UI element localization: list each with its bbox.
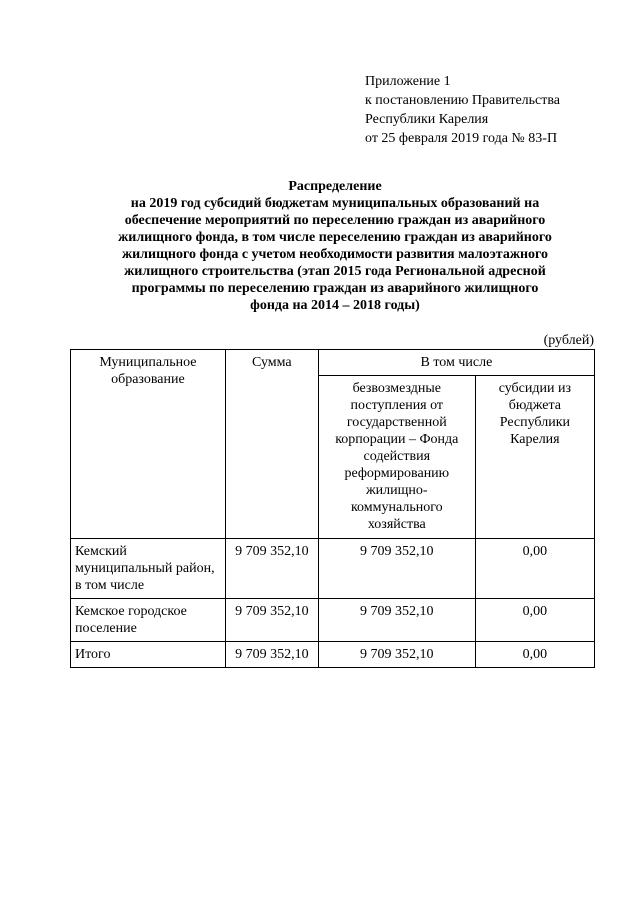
table-row	[71, 539, 595, 599]
cell-municipality: Кемское городское поселение	[71, 599, 226, 642]
cell-municipality: Кемский муниципальный район, в том числе	[71, 539, 226, 599]
appendix-line: Республики Карелия	[365, 112, 489, 127]
title-line: жилищного фонда, в том числе переселению граждан из аварийного	[118, 230, 552, 245]
title-line: на 2019 год субсидий бюджетам муниципальных образований на	[130, 196, 540, 211]
appendix-block	[365, 72, 560, 148]
title-line: жилищного фонда с учетом необходимости развития малоэтажного	[121, 247, 549, 262]
table-row	[71, 599, 595, 642]
header-fund: безвозмездные поступления от государственной корпорации – Фонда содействия реформированию жилищно-коммунального хозяйства	[318, 376, 475, 539]
header-republic: субсидии из бюджета Республики Карелия	[475, 376, 594, 539]
header-municipality: Муниципальное образование	[71, 350, 226, 539]
cell-republic: 0,00	[475, 599, 594, 642]
cell-fund: 9 709 352,10	[318, 642, 475, 668]
header-sum: Сумма	[225, 350, 318, 539]
cell-sum: 9 709 352,10	[225, 642, 318, 668]
table-row-total	[71, 642, 595, 668]
cell-municipality: Итого	[71, 642, 226, 668]
cell-fund: 9 709 352,10	[318, 539, 475, 599]
header-including: В том числе	[318, 350, 594, 376]
title-line: фонда на 2014 – 2018 годы)	[250, 298, 420, 313]
title-line: жилищного строительства (этап 2015 года Региональной адресной	[124, 264, 546, 279]
cell-sum: 9 709 352,10	[225, 599, 318, 642]
cell-republic: 0,00	[475, 539, 594, 599]
appendix-line: Приложение 1	[365, 74, 451, 89]
distribution-table	[70, 349, 595, 668]
document-title	[70, 178, 600, 314]
units-label: (рублей)	[543, 333, 594, 348]
appendix-line: к постановлению Правительства	[365, 93, 561, 108]
title-line: программы по переселению граждан из аварийного жилищного	[131, 281, 539, 296]
header-row	[71, 350, 595, 376]
title-heading: Распределение	[288, 179, 382, 194]
cell-fund: 9 709 352,10	[318, 599, 475, 642]
appendix-line: от 25 февраля 2019 года № 83-П	[365, 131, 558, 146]
cell-republic: 0,00	[475, 642, 594, 668]
title-line: обеспечение мероприятий по переселению граждан из аварийного	[124, 213, 546, 228]
cell-sum: 9 709 352,10	[225, 539, 318, 599]
